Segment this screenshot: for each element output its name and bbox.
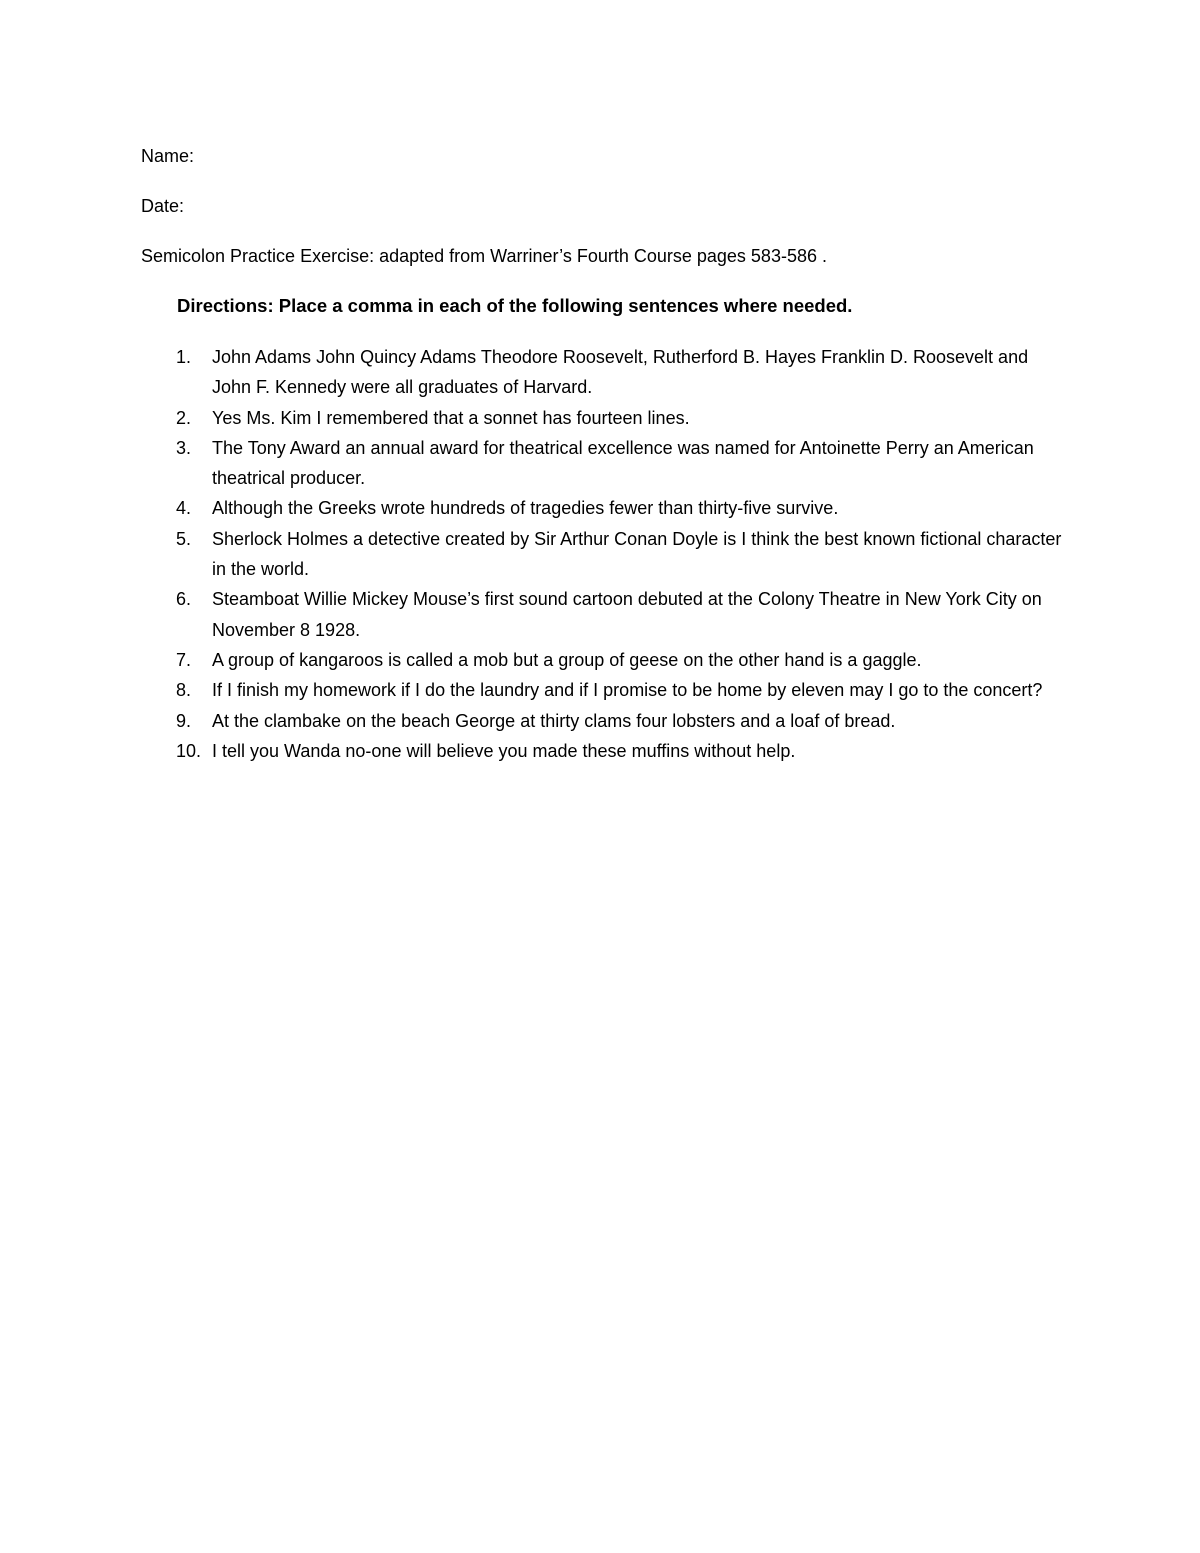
name-label: Name: (141, 146, 195, 166)
item-number: 8. (176, 680, 192, 701)
list-item (0, 675, 1200, 705)
item-text: John Adams John Quincy Adams Theodore Roosevelt, Rutherford B. Hayes Franklin D. Roosevelt and John F. Kennedy were all graduates of Harvard. (212, 347, 1029, 398)
item-number: 9. (176, 710, 192, 731)
item-text: Yes Ms. Kim I remembered that a sonnet has fourteen lines. (212, 407, 690, 428)
list-item (0, 645, 1200, 675)
list-item (0, 736, 1200, 766)
item-number: 10. (176, 740, 202, 761)
item-number: 5. (176, 528, 192, 549)
item-number: 2. (176, 407, 192, 428)
item-number: 7. (176, 649, 192, 670)
directions-heading: Directions: Place a comma in each of the following sentences where needed. (177, 295, 853, 316)
item-text: A group of kangaroos is called a mob but a group of geese on the other hand is a gaggle. (212, 649, 922, 670)
date-label: Date: (141, 196, 185, 216)
list-item (0, 342, 1200, 403)
item-text: I tell you Wanda no-one will believe you made these muffins without help. (212, 740, 796, 761)
item-number: 1. (176, 347, 192, 367)
sentence-list (0, 342, 1200, 766)
item-text: The Tony Award an annual award for theatrical excellence was named for Antoinette Perry an American theatrical producer. (212, 437, 1034, 489)
item-text: Although the Greeks wrote hundreds of tragedies fewer than thirty-five survive. (212, 498, 839, 519)
list-item (0, 433, 1200, 494)
item-number: 6. (176, 589, 192, 610)
item-number: 4. (176, 498, 192, 519)
list-item (0, 403, 1200, 433)
item-text: Steamboat Willie Mickey Mouse’s first sound cartoon debuted at the Colony Theatre in New York City on November 8 1928. (212, 589, 1042, 640)
list-item (0, 524, 1200, 585)
item-number: 3. (176, 437, 192, 458)
list-item (0, 584, 1200, 645)
item-text: Sherlock Holmes a detective created by Sir Arthur Conan Doyle is I think the best known fictional character in the world. (212, 528, 1062, 580)
item-text: At the clambake on the beach George at thirty clams four lobsters and a loaf of bread. (212, 710, 896, 731)
list-item (0, 706, 1200, 736)
item-text: If I finish my homework if I do the laundry and if I promise to be home by eleven may I go to the concert? (212, 680, 1043, 701)
exercise-source-line: Semicolon Practice Exercise: adapted from Warriner’s Fourth Course pages 583-586 . (141, 246, 827, 266)
list-item (0, 493, 1200, 523)
